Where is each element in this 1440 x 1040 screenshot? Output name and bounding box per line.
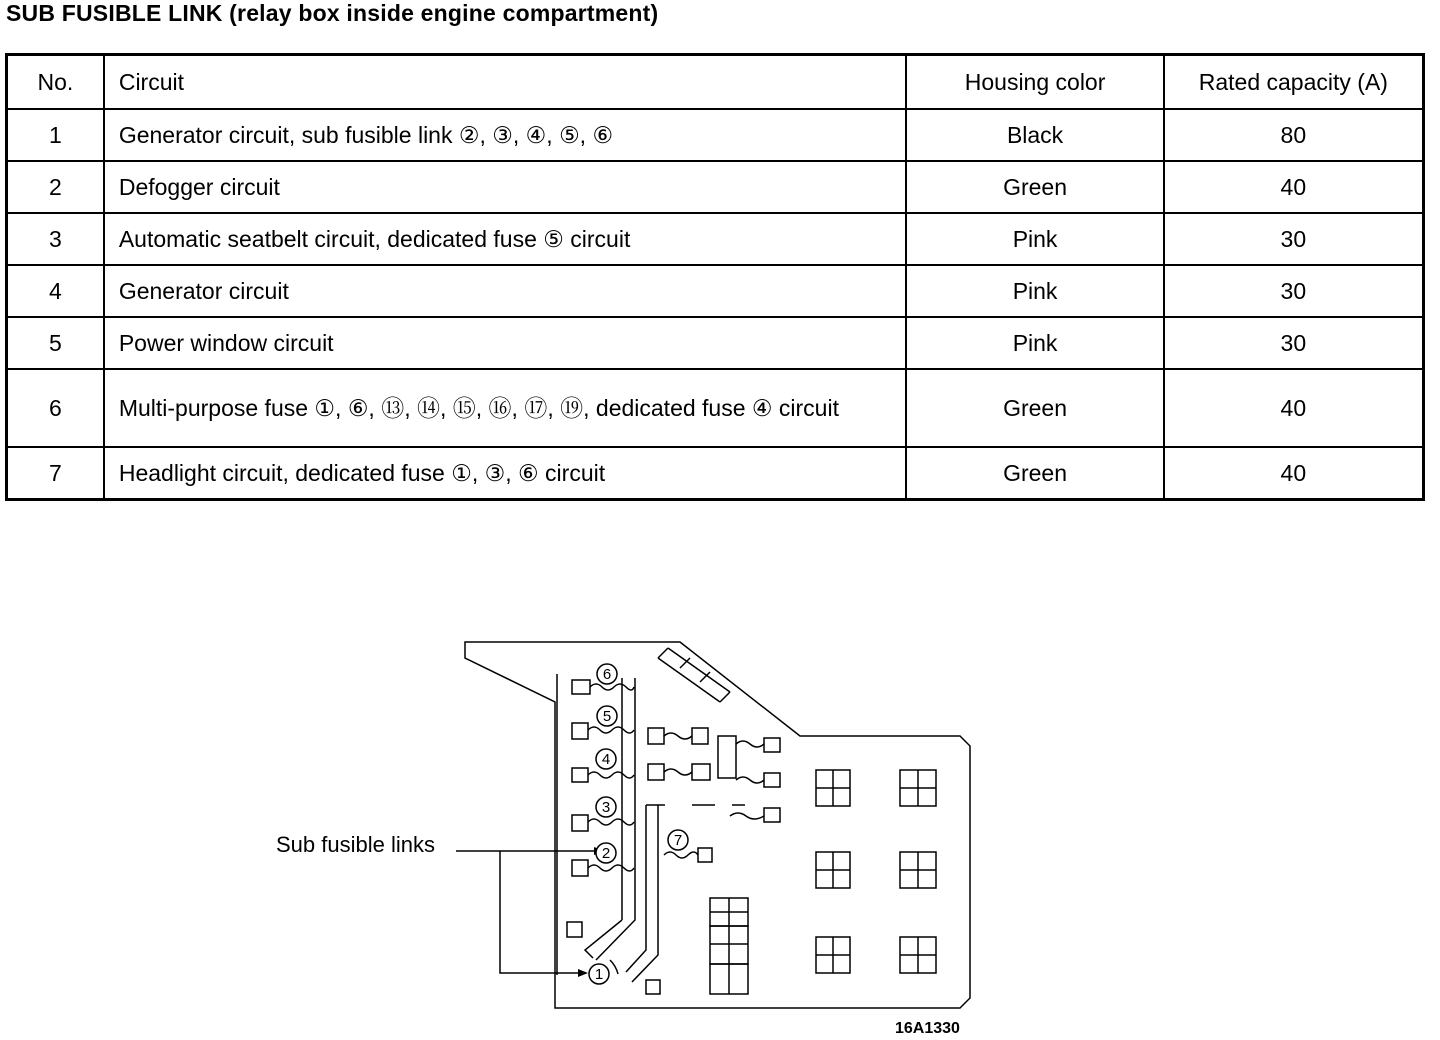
relay-block: [718, 736, 736, 778]
row-circuit: Generator circuit, sub fusible link ②, ③, ④, ⑤, ⑥: [104, 109, 907, 161]
fusible-link-wire: [588, 727, 634, 733]
table-row: [7, 317, 1424, 369]
row-circuit: Power window circuit: [104, 317, 907, 369]
link-terminal: [572, 680, 590, 694]
table-row: [7, 369, 1424, 447]
row-capacity: 40: [1164, 447, 1424, 500]
link-terminal: [572, 768, 588, 782]
row-circuit: Automatic seatbelt circuit, dedicated fuse ⑤ circuit: [104, 213, 907, 265]
row-color: Black: [906, 109, 1163, 161]
link-label-6: 6: [602, 666, 612, 683]
link-terminal: [698, 848, 712, 862]
row-color: Pink: [906, 317, 1163, 369]
fusible-link-wire: [588, 819, 634, 825]
table-row: [7, 109, 1424, 161]
fusible-link-table: [5, 53, 1425, 501]
fuse-holder: [764, 808, 780, 822]
arrowhead: [578, 969, 588, 977]
connector-wire: [664, 733, 764, 819]
page-title: SUB FUSIBLE LINK (relay box inside engine compartment): [6, 0, 659, 26]
row-color: Green: [906, 161, 1163, 213]
row-no: 6: [7, 369, 104, 447]
table-row: [7, 161, 1424, 213]
row-color: Pink: [906, 265, 1163, 317]
fusible-link-wire: [590, 684, 634, 690]
fuse-holder: [764, 738, 780, 752]
fuse-holder: [764, 773, 780, 787]
relay-box-outline: [465, 642, 970, 1008]
fusible-link-wire: [610, 960, 618, 974]
sub-fusible-links-callout: Sub fusible links: [276, 832, 435, 857]
fuse-holder: [692, 728, 708, 744]
table-row: [7, 447, 1424, 500]
relay-squares: [710, 770, 936, 994]
header-no: No.: [7, 55, 104, 110]
row-no: 1: [7, 109, 104, 161]
link-label-7: 7: [673, 832, 683, 849]
row-no: 5: [7, 317, 104, 369]
row-capacity: 80: [1164, 109, 1424, 161]
fuse-strip: [658, 648, 730, 702]
row-no: 4: [7, 265, 104, 317]
header-housing-color: Housing color: [906, 55, 1163, 110]
table-row: [7, 265, 1424, 317]
row-circuit: Generator circuit: [104, 265, 907, 317]
fusible-link-wire: [588, 772, 634, 778]
row-capacity: 30: [1164, 265, 1424, 317]
row-capacity: 40: [1164, 161, 1424, 213]
table-header-row: [7, 55, 1424, 110]
figure-code: 16A1330: [895, 1020, 960, 1037]
link-label-5: 5: [602, 708, 612, 725]
fusible-link-wire: [588, 865, 634, 871]
fuse-holder: [648, 764, 664, 780]
link-terminal: [567, 922, 582, 937]
row-no: 7: [7, 447, 104, 500]
fuse-holder: [648, 728, 664, 744]
header-rated-capacity: Rated capacity (A): [1164, 55, 1424, 110]
table-row: [7, 213, 1424, 265]
row-no: 3: [7, 213, 104, 265]
row-color: Green: [906, 369, 1163, 447]
link-label-3: 3: [601, 799, 611, 816]
callout-leader: [456, 851, 598, 973]
row-capacity: 30: [1164, 213, 1424, 265]
row-color: Green: [906, 447, 1163, 500]
link-label-2: 2: [601, 845, 611, 862]
row-capacity: 40: [1164, 369, 1424, 447]
link-terminal: [572, 860, 588, 876]
fuse-holder: [692, 764, 710, 780]
row-circuit: Headlight circuit, dedicated fuse ①, ③, ⑥ circuit: [104, 447, 907, 500]
link-label-1: 1: [594, 966, 604, 983]
row-circuit: Multi-purpose fuse ①, ⑥, ⑬, ⑭, ⑮, ⑯, ⑰, ⑲, dedicated fuse ④ circuit: [104, 369, 907, 447]
link-terminal: [572, 723, 588, 739]
row-no: 2: [7, 161, 104, 213]
row-color: Pink: [906, 213, 1163, 265]
row-circuit: Defogger circuit: [104, 161, 907, 213]
link-label-4: 4: [601, 751, 611, 768]
link-terminal: [572, 815, 588, 831]
row-capacity: 30: [1164, 317, 1424, 369]
link-terminal: [646, 980, 660, 994]
header-circuit: Circuit: [104, 55, 907, 110]
fusible-link-wire: [664, 852, 698, 858]
